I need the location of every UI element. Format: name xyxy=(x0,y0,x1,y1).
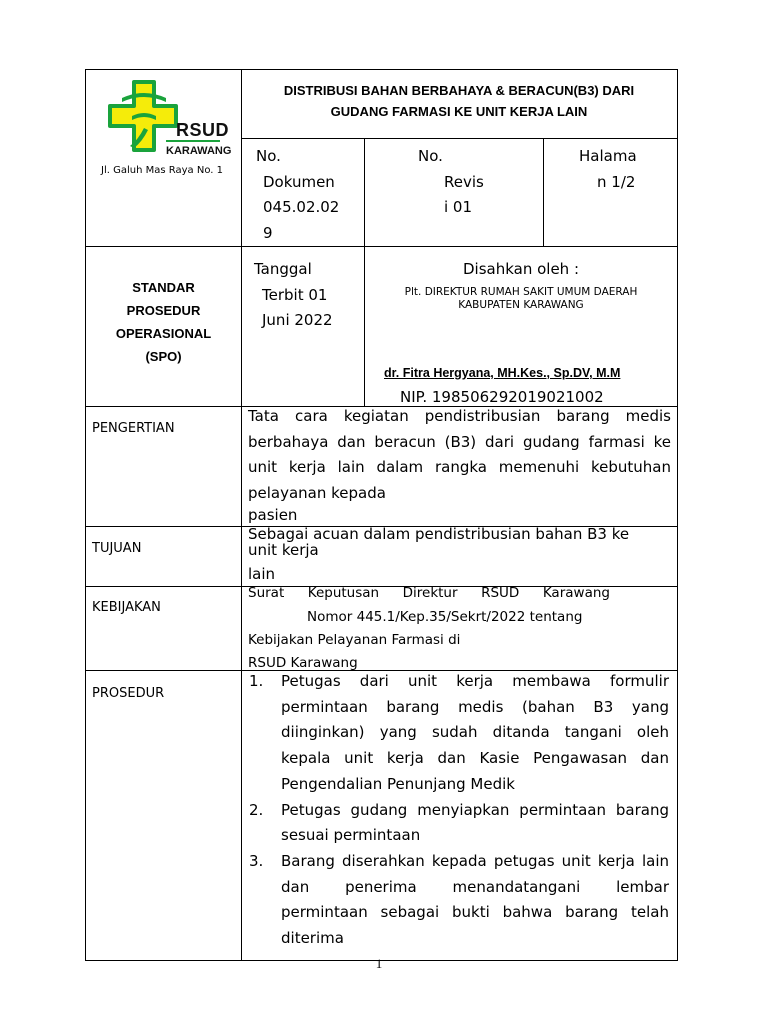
spo-label xyxy=(86,276,241,368)
tujuan-text xyxy=(248,526,671,582)
table-border-right xyxy=(677,69,678,961)
no-revisi-cell xyxy=(418,144,484,221)
table-border-left xyxy=(85,69,86,961)
kebijakan-word-3: Direktur xyxy=(402,585,458,601)
tujuan-l1: Sebagai acuan dalam pendistribusian bahan B3 ke xyxy=(248,525,630,543)
prosedur-item-1-text xyxy=(281,669,669,798)
no-revisi-l3: i 01 xyxy=(444,198,473,216)
hospital-address: Jl. Galuh Mas Raya No. 1 xyxy=(101,165,223,176)
no-dokumen-cell xyxy=(256,144,339,246)
pengertian-label: PENGERTIAN xyxy=(92,421,175,436)
kebijakan-word-4: RSUD xyxy=(481,585,520,601)
nama-pengesah: dr. Fitra Hergyana, MH.Kes., Sp.DV, M.M xyxy=(384,366,621,380)
kebijakan-word-1: Surat xyxy=(248,585,285,601)
title-line-2: GUDANG FARMASI KE UNIT KERJA LAIN xyxy=(330,104,588,119)
title-line-1: DISTRIBUSI BAHAN BERBAHAYA & BERACUN(B3) DARI xyxy=(283,83,635,98)
pengertian-l1: Tata cara kegiatan pendistribusian barang medis xyxy=(248,407,671,425)
prosedur-1-l3: diinginkan) yang sudah ditanda tangani oleh xyxy=(281,723,669,742)
jabatan-pengesah xyxy=(365,286,677,312)
title-row-bottom-line xyxy=(241,138,677,139)
no-revisi-l2: Revis xyxy=(444,172,484,191)
spo-label-l4: (SPO) xyxy=(145,349,182,364)
pengertian-text xyxy=(248,404,671,524)
pengertian-l4: pelayanan kepada xyxy=(248,483,386,502)
prosedur-item-2-text xyxy=(281,798,669,849)
prosedur-2-l2: sesuai permintaan xyxy=(281,826,421,845)
tanggal-l2: Terbit 01 xyxy=(262,285,328,304)
label-column-divider xyxy=(241,69,242,961)
docinfo-row-bottom-line xyxy=(85,246,677,247)
tujuan-l2: unit kerja xyxy=(248,541,319,559)
prosedur-label: PROSEDUR xyxy=(92,686,165,701)
logo-sub-text: KARAWANG xyxy=(166,145,232,157)
prosedur-3-l4: diterima xyxy=(281,929,344,947)
prosedur-item-3 xyxy=(249,849,671,952)
document-title xyxy=(241,80,677,122)
halaman-l2: n 1/2 xyxy=(597,172,636,191)
nip-pengesah: NIP. 198506292019021002 xyxy=(400,388,604,406)
jabatan-l1: Plt. DIREKTUR RUMAH SAKIT UMUM DAERAH xyxy=(404,286,638,298)
tanggal-l1: Tanggal xyxy=(254,260,312,278)
kebijakan-line-4: RSUD Karawang xyxy=(248,655,358,671)
page-number: 1 xyxy=(375,956,383,971)
prosedur-list xyxy=(249,669,671,952)
prosedur-3-l2: dan penerima menandatangani lembar xyxy=(281,877,669,896)
prosedur-1-l2: permintaan barang medis (bahan B3 yang xyxy=(281,697,669,716)
halaman-cell xyxy=(579,144,637,195)
tujuan-label: TUJUAN xyxy=(92,541,142,556)
no-dokumen-l1: No. xyxy=(256,147,281,165)
prosedur-item-2-num: 2. xyxy=(249,800,264,819)
prosedur-1-l1: Petugas dari unit kerja membawa formulir xyxy=(281,672,669,690)
prosedur-1-l4: kepala unit kerja dan Kasie Pengawasan dan xyxy=(281,749,669,768)
no-dokumen-l4: 9 xyxy=(263,223,273,242)
kebijakan-line-1 xyxy=(248,585,610,601)
kebijakan-line-3: Kebijakan Pelayanan Farmasi di xyxy=(248,632,461,648)
disahkan-oleh: Disahkan oleh : xyxy=(462,260,580,278)
prosedur-3-l1: Barang diserahkan kepada petugas unit kerja lain xyxy=(281,851,669,870)
table-border-top xyxy=(85,69,677,70)
spo-label-l1: STANDAR xyxy=(132,280,195,295)
rsud-logo xyxy=(108,80,232,160)
prosedur-item-3-text xyxy=(281,849,669,952)
prosedur-2-l1: Petugas gudang menyiapkan permintaan barang xyxy=(281,800,669,819)
kebijakan-word-5: Karawang xyxy=(542,585,610,601)
kebijakan-word-2: Keputusan xyxy=(307,585,380,601)
kebijakan-line-2: Nomor 445.1/Kep.35/Sekrt/2022 tentang xyxy=(307,609,583,625)
jabatan-l2: KABUPATEN KARAWANG xyxy=(458,299,584,311)
prosedur-item-3-num: 3. xyxy=(249,851,264,870)
kebijakan-label: KEBIJAKAN xyxy=(92,600,161,615)
no-dokumen-l2: Dokumen xyxy=(263,172,335,191)
spo-label-l3: OPERASIONAL xyxy=(115,326,212,341)
halaman-l1: Halama xyxy=(579,147,637,165)
prosedur-1-l5: Pengendalian Penunjang Medik xyxy=(281,774,515,793)
prosedur-item-1 xyxy=(249,669,671,798)
tanggal-l3: Juni 2022 xyxy=(262,311,333,329)
pengertian-l5: pasien xyxy=(248,506,298,524)
logo-brand-text: RSUD xyxy=(176,120,230,140)
pengertian-l3: unit kerja lain dalam rangka memenuhi kebutuhan xyxy=(248,458,671,476)
tanggal-terbit-cell xyxy=(254,257,333,334)
tujuan-l3: lain xyxy=(248,565,276,583)
no-dokumen-l3: 045.02.02 xyxy=(263,198,340,216)
prosedur-item-1-num: 1. xyxy=(249,672,264,690)
prosedur-item-2 xyxy=(249,798,671,849)
docinfo-divider-2 xyxy=(543,138,544,246)
pengertian-l2: berbahaya dan beracun (B3) dari gudang farmasi ke xyxy=(248,432,671,451)
prosedur-3-l3: permintaan sebagai bukti bahwa barang telah xyxy=(281,903,669,922)
no-revisi-l1: No. xyxy=(418,147,443,165)
spo-label-l2: PROSEDUR xyxy=(126,303,201,318)
